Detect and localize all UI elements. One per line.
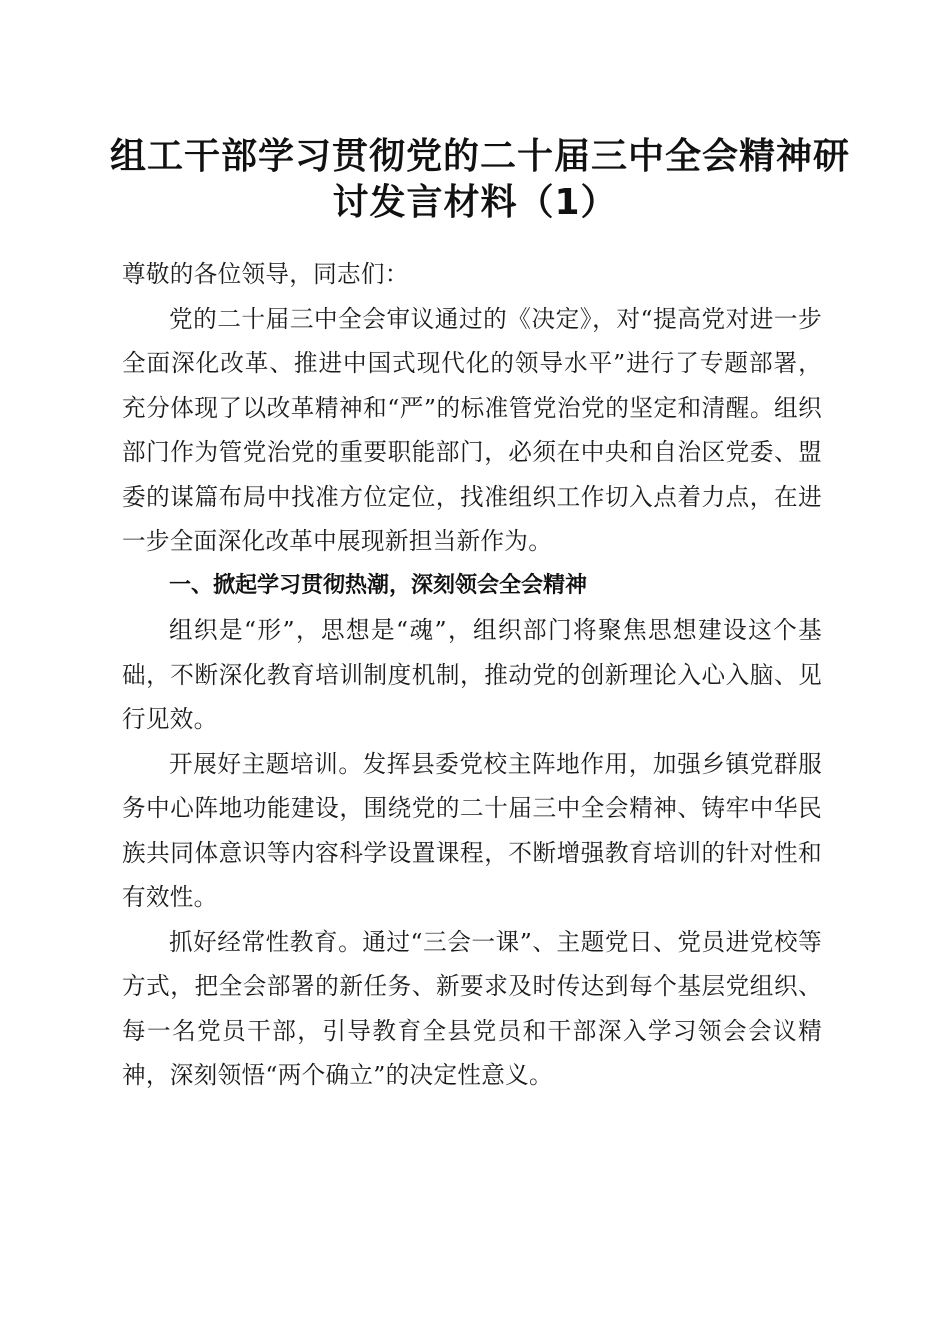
section-1-paragraph-2: 开展好主题培训。发挥县委党校主阵地作用，加强乡镇党群服务中心阵地功能建设，围绕党的二十届三中全会精神、铸牢中华民族共同体意识等内容科学设置课程，不断增强教育培训的针对性和有效性。	[122, 749, 822, 911]
section-1-paragraph-1: 组织是“形”，思想是“魂”，组织部门将聚焦思想建设这个基础，不断深化教育培训制度机制，推动党的创新理论入心入脑、见行见效。	[122, 616, 822, 733]
document-body	[122, 252, 822, 1098]
title-line-1: 组工干部学习贯彻党的二十届三中全会精神研	[110, 136, 851, 177]
salutation: 尊敬的各位领导，同志们：	[122, 260, 409, 288]
section-heading-1: 一、掀起学习贯彻热潮，深刻领会全会精神	[169, 572, 588, 598]
section-1-paragraph-3: 抓好经常性教育。通过“三会一课”、主题党日、党员进党校等方式，把全会部署的新任务、新要求及时传达到每个基层党组织、每一名党员干部，引导教育全县党员和干部深入学习领会会议精神，深刻领悟“两个确立”的决定性意义。	[122, 927, 822, 1089]
document-title	[110, 134, 851, 226]
title-line-2: 讨发言材料（1）	[332, 182, 618, 223]
intro-paragraph: 党的二十届三中全会审议通过的《决定》，对“提高党对进一步全面深化改革、推进中国式现代化的领导水平”进行了专题部署，充分体现了以改革精神和“严”的标准管党治党的坚定和清醒。组织部门作为管党治党的重要职能部门，必须在中央和自治区党委、盟委的谋篇布局中找准方位定位，找准组织工作切入点着力点，在进一步全面深化改革中展现新担当新作为。	[122, 304, 822, 555]
